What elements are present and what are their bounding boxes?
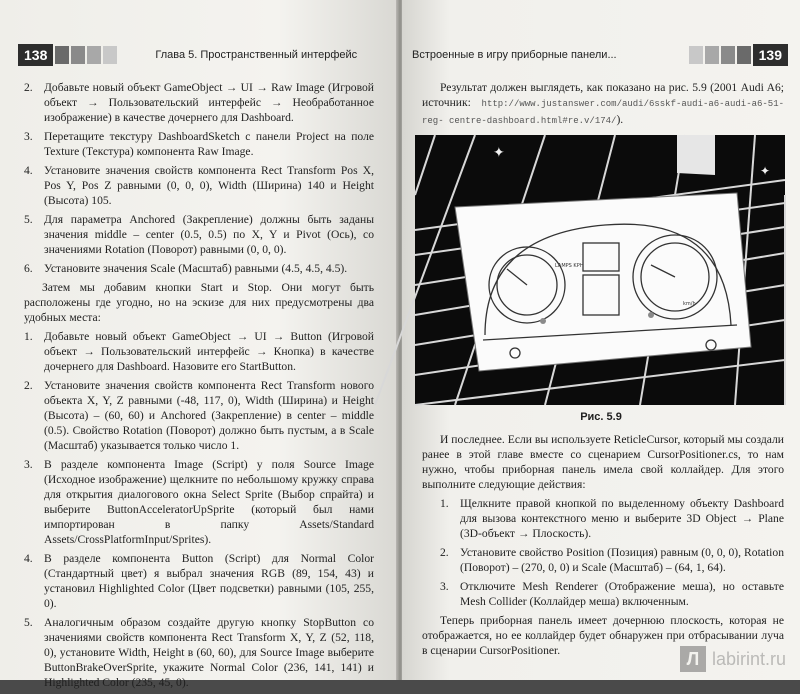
header-square (71, 46, 85, 64)
right-paragraph-1: И последнее. Если вы используете ReticleCursor, который мы создали ранее в этой главе вместе со сценарием CursorPositioner.cs, то нам нужно, чтобы приборная панель имела свой коллайдер. Для этого выполните следующие действия: (422, 433, 784, 491)
stop-button-marker (648, 312, 654, 318)
list-item: 3. Отключите Mesh Renderer (Отображение меша), но оставьте Mesh Collider (Коллайдер меша) включенным. (440, 580, 784, 608)
figure-caption: Рис. 5.9 (580, 411, 622, 423)
gauge-label-left: LAMPS KPH (555, 263, 584, 269)
list-item: 1. Добавьте новый объект GameObject → UI → Button (Игровой объект → Пользовательский интерфейс → Кнопка) в качестве дочернего для Dashboard. Назовите его StartButton. (24, 330, 374, 373)
header-square (689, 46, 703, 64)
gauge-label-right: km/h (683, 301, 696, 307)
header-square (103, 46, 117, 64)
header-square (87, 46, 101, 64)
header-square (55, 46, 69, 64)
right-paragraph-2: Теперь приборная панель имеет дочернюю плоскость, которая не отображается, но ее коллайдер будет обнаружен при отбрасывании луча в сценарии CursorPositioner. (422, 614, 784, 657)
right-header (412, 44, 788, 66)
figure-dashboard-render (415, 135, 785, 405)
right-intro: Результат должен выглядеть, как показано на рис. 5.9 (2001 Audi A6; источник: http://www.justanswer.com/audi/6sskf-audi-a6-audi-a6-51-reg- centre-dashboard.html#re.v/174/). (422, 81, 784, 126)
pink-panel (677, 135, 715, 175)
list-item: 4. В разделе компонента Button (Script) для Normal Color (Стандартный цвет) я выбрал значения RGB (89, 154, 43) и установил Highlighted Color (Цвет подсветки) равными (105, 255, 0). (24, 552, 374, 610)
left-page-number: 138 (18, 44, 53, 66)
svg-text:✦: ✦ (493, 145, 505, 161)
svg-text:✦: ✦ (760, 164, 771, 178)
left-header (18, 44, 357, 66)
list-item: 4. Установите значения свойств компонента Rect Transform Pos X, Pos Y, Pos Z равными (0, 0, 0), Width (Ширина) 140 и Height (Высота) 105. (24, 164, 374, 207)
watermark (680, 646, 786, 672)
list-item: 5. Аналогичным образом создайте другую кнопку StopButton со значениями свойств компонента Rect Transform X, Y, Z (52, 118, 0), установите Width, Height в (60, 60), для Source Image выберите ButtonBrakeOverSprite, укажите Normal Color (236, 141, 141) и Highlighted Color (235, 45, 0). (24, 616, 374, 689)
source-url: http://www.justanswer.com/audi/6sskf-audi-a6-audi-a6-51-reg- centre-dashboard.html#re.v/174/ (422, 99, 784, 126)
header-square (705, 46, 719, 64)
left-paragraph: Затем мы добавим кнопки Start и Stop. Они могут быть расположены где угодно, но на эскизе для них предусмотрены два удобных места: (24, 281, 374, 324)
list-item: 5. Для параметра Anchored (Закрепление) должны быть заданы значения middle – center (0.5, 0.5) по X, Y и Pivot (Ось), со значениями Rotation (Поворот) равными (0, 0, 0). (24, 213, 374, 256)
left-page (0, 0, 398, 689)
list-item: 3. Перетащите текстуру DashboardSketch с панели Project на поле Texture (Текстура) компонента Raw Image. (24, 130, 374, 158)
right-list (422, 496, 784, 609)
list-item: 6. Установите значения Scale (Масштаб) равными (4.5, 4.5, 4.5). (24, 262, 348, 275)
right-header-title: Встроенные в игру приборные панели... (412, 49, 617, 61)
list-item: 2. Установите значения свойств компонента Rect Transform нового объекта X, Y, Z равными (-48, 117, 0), Width (Ширина) и Height (Высота) – (60, 60) и Anchored (Закрепление) в center – middle (0.5). Свойство Rotation (Поворот) должно быть пустым, а в Scale (Масштаб) указывается только число 1. (24, 379, 374, 452)
list-item: 2. Добавьте новый объект GameObject → UI → Raw Image (Игровой объект → Пользовательский интерфейс → Необработанное изображение) в качестве дочернего для Dashboard. (24, 81, 374, 124)
left-list-2 (24, 329, 374, 690)
dashboard-render (415, 135, 785, 405)
left-list-1 (24, 80, 374, 276)
list-item: 2. Установите свойство Position (Позиция) равным (0, 0, 0), Rotation (Поворот) – (270, 0, 0) и Scale (Масштаб) – (64, 1, 64). (440, 546, 784, 574)
right-page-number: 139 (753, 44, 788, 66)
header-square (737, 46, 751, 64)
list-item: 1. Щелкните правой кнопкой по выделенному объекту Dashboard для вызова контекстного меню и выберите 3D Object → Plane (3D-объект → Плоскость). (440, 497, 784, 540)
right-body (422, 432, 784, 662)
list-item: 3. В разделе компонента Image (Script) у поля Source Image (Исходное изображение) щелкните по небольшому кружку справа для открытия диалогового окна Select Sprite (Выбор спрайта) и выберите ButtonAcceleratorUpSprite (который был нами импортирован в папку Assets/Standard Assets/CrossPlatformInput/Sprites). (24, 458, 374, 546)
left-body (24, 80, 374, 694)
watermark-logo-icon: Л (680, 646, 706, 672)
intro-text: Результат должен выглядеть, как показано на рис. 5.9 (2001 Audi A6; источник: (422, 81, 784, 109)
header-square (721, 46, 735, 64)
start-button-marker (540, 318, 546, 324)
watermark-text: labirint.ru (711, 648, 786, 669)
left-header-title: Глава 5. Пространственный интерфейс (155, 49, 358, 61)
